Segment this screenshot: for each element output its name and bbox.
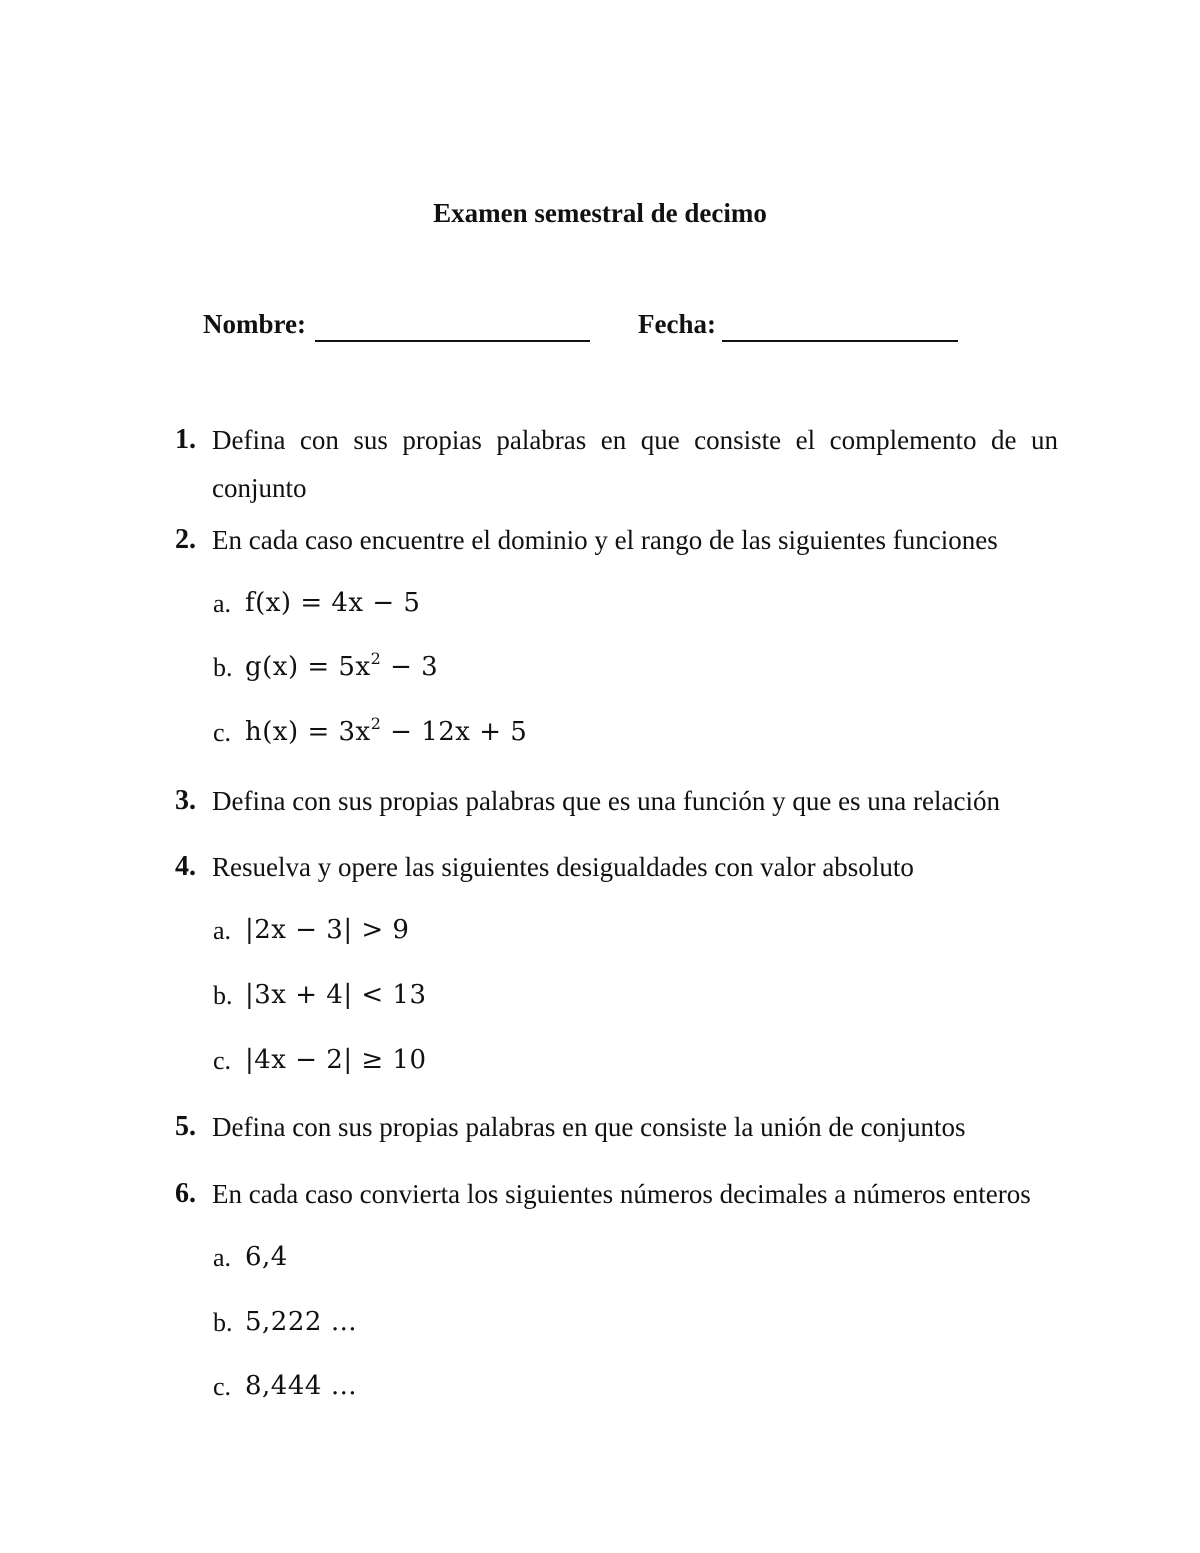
- question-6b-label: b.: [213, 1308, 233, 1337]
- date-label: Fecha:: [638, 309, 716, 339]
- question-2b-expression: $g(x) = 5x^2 - 3$: [245, 649, 439, 682]
- question-2c-label: c.: [213, 718, 232, 747]
- question-4a-expression: |2x − 3| > 9: [245, 915, 410, 945]
- question-2-number: 2.: [175, 524, 196, 555]
- question-6c-label: c.: [213, 1372, 232, 1401]
- question-4c-expression: |4x − 2| ≥ 10: [245, 1045, 427, 1075]
- question-4a-label: a.: [213, 916, 232, 945]
- name-blank-line[interactable]: [315, 340, 590, 342]
- question-1-number: 1.: [175, 424, 196, 455]
- question-1-text: Defina con sus propias palabras en que consiste el complemento de un: [212, 425, 1058, 455]
- question-6b-expression: 5,222 …: [245, 1307, 358, 1337]
- question-4-text: Resuelva y opere las siguientes desigualdades con valor absoluto: [212, 852, 914, 882]
- question-2-text: En cada caso encuentre el dominio y el rango de las siguientes funciones: [212, 525, 998, 555]
- exam-title: Examen semestral de decimo: [433, 198, 767, 228]
- question-6c-expression: 8,444 …: [245, 1371, 358, 1401]
- date-blank-line[interactable]: [722, 340, 958, 342]
- question-4b-label: b.: [213, 981, 233, 1010]
- question-5-text: Defina con sus propias palabras en que consiste la unión de conjuntos: [212, 1112, 966, 1142]
- question-6-text: En cada caso convierta los siguientes números decimales a números enteros: [212, 1179, 1031, 1209]
- question-4c-label: c.: [213, 1046, 232, 1075]
- question-2a-label: a.: [213, 589, 232, 618]
- question-6-number: 6.: [175, 1178, 196, 1209]
- question-2b-label: b.: [213, 653, 233, 682]
- name-label: Nombre:: [203, 309, 306, 339]
- question-4-number: 4.: [175, 851, 196, 882]
- question-3-number: 3.: [175, 785, 196, 816]
- question-1-text-continued: conjunto: [212, 473, 307, 503]
- question-2c-expression: $h(x) = 3x^2 - 12x + 5$: [245, 714, 528, 747]
- question-6a-expression: 6,4: [245, 1242, 288, 1272]
- question-6a-label: a.: [213, 1243, 232, 1272]
- question-4b-expression: |3x + 4| < 13: [245, 980, 427, 1010]
- question-3-text: Defina con sus propias palabras que es una función y que es una relación: [212, 786, 1000, 816]
- question-5-number: 5.: [175, 1111, 196, 1142]
- question-2a-expression: f(x) = 4x − 5: [245, 588, 421, 618]
